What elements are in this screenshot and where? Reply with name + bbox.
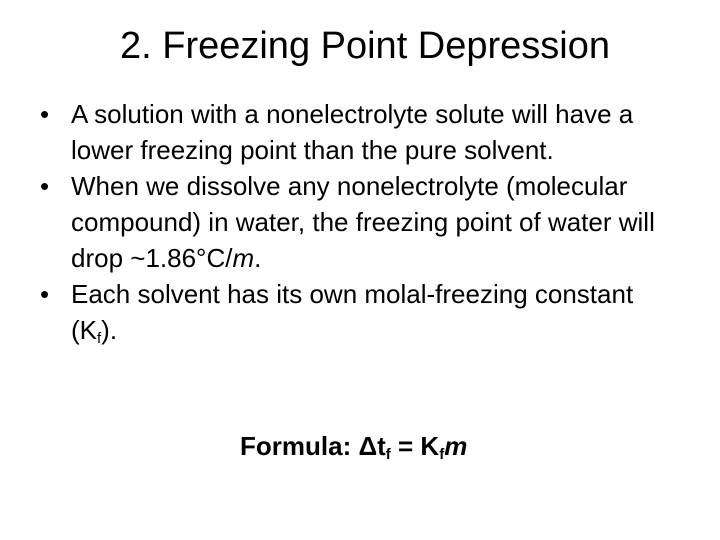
formula-subscript-1: f [385, 446, 391, 463]
bullet-dot: • [40, 171, 50, 201]
formula-molality: m [444, 431, 468, 461]
kf-subscript: f [97, 330, 102, 347]
formula-label: Formula: Δt [240, 431, 386, 461]
bullet-text-end: . [254, 243, 262, 273]
molality-symbol: m [232, 243, 255, 273]
bullet-item-1 [40, 96, 680, 168]
bullet-text: When we dissolve any nonelectrolyte (molecular compound) in water, the freezing point of water will drop ~1.86°C/ [71, 171, 655, 273]
bullet-text-end: ). [101, 315, 118, 345]
bullet-item-2 [40, 168, 680, 276]
formula-subscript-2: f [439, 446, 445, 463]
formula-middle: = K [390, 431, 440, 461]
bullet-dot: • [40, 99, 50, 129]
bullet-list [40, 96, 680, 348]
bullet-text: A solution with a nonelectrolyte solute will have a lower freezing point than the pure solvent. [71, 99, 634, 165]
formula [240, 428, 467, 464]
bullet-item-3 [40, 276, 680, 348]
slide-title: 2. Freezing Point Depression [119, 25, 611, 67]
bullet-text: Each solvent has its own molal-freezing constant (K [71, 279, 634, 345]
bullet-dot: • [40, 279, 50, 309]
